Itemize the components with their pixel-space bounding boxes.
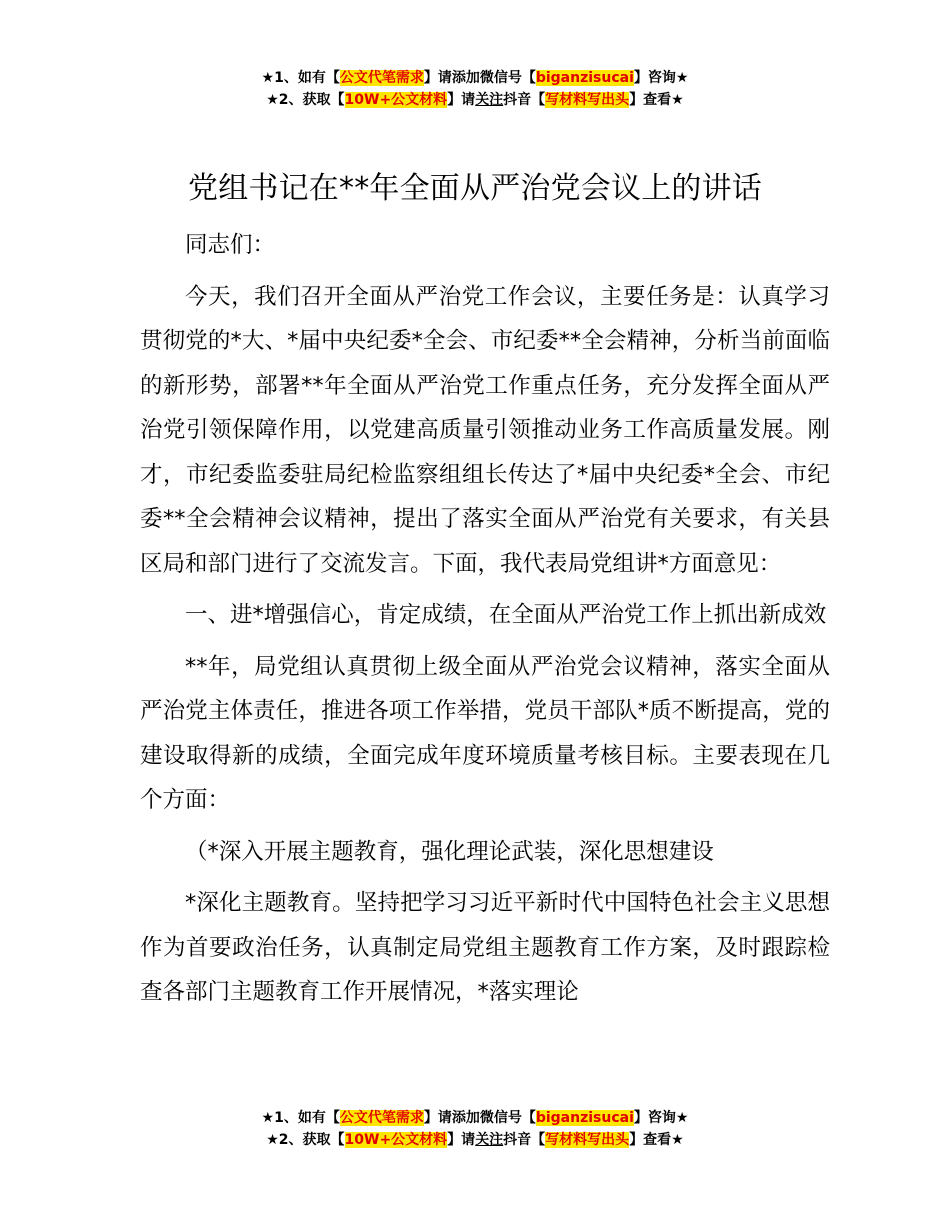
paragraph: 今天，我们召开全面从严治党工作会议，主要任务是：认真学习贯彻党的*大、*届中央纪委*全会、市纪委**全会精神，分析当前面临的新形势，部署**年全面从严治党工作重点任务，充分发挥全面从严治党引领保障作用，以党建高质量引领推动业务工作高质量发展。刚才，市纪委监委驻局纪检监察组组长传达了*届中央纪委*全会、市纪委**全会精神会议精神，提出了落实全面从严治党有关要求，有关县区局和部门进行了交流发言。下面，我代表局党组讲*方面意见：	[140, 283, 830, 577]
banner-line-1	[0, 67, 950, 89]
banner-text: ★1、如有【	[261, 1110, 340, 1126]
paragraph: *深化主题教育。坚持把学习习近平新时代中国特色社会主义思想作为首要政治任务，认真制定局党组主题教育工作方案，及时跟踪检查各部门主题教育工作开展情况，*落实理论	[140, 890, 830, 1005]
banner-line-2	[0, 89, 950, 111]
sub-heading: （*深入开展主题教育，强化理论武装，深化思想建设	[185, 838, 714, 865]
banner-underlined-text: 关注	[475, 1132, 504, 1148]
banner-highlight: 公文代笔需求	[339, 70, 424, 86]
banner-text: ★1、如有【	[261, 70, 340, 86]
banner-highlight: 写材料写出头	[545, 1132, 630, 1148]
paragraph: **年，局党组认真贯彻上级全面从严治党会议精神，落实全面从严治党主体责任，推进各项工作举措，党员干部队*质不断提高，党的建设取得新的成绩，全面完成年度环境质量考核目标。主要表现在几个方面：	[140, 653, 830, 813]
banner-highlight: 公文代笔需求	[339, 1110, 424, 1126]
header-banner	[0, 67, 950, 111]
banner-text: 】请	[447, 1132, 476, 1148]
footer-banner	[0, 1107, 950, 1151]
banner-text: 】咨询★	[633, 70, 689, 86]
banner-line-1	[0, 1107, 950, 1129]
banner-highlight-wechat-id: biganzisucai	[535, 70, 634, 86]
document-body	[140, 223, 830, 1022]
banner-text: 】请添加微信号【	[423, 70, 536, 86]
banner-text: ★2、获取【	[266, 1132, 345, 1148]
banner-text: 】查看★	[629, 1132, 684, 1148]
banner-highlight: 10W+公文材料	[344, 92, 448, 108]
banner-text: ★2、获取【	[266, 92, 345, 108]
banner-text: 抖音【	[503, 1132, 546, 1148]
document-title: 党组书记在**年全面从严治党会议上的讲话	[188, 171, 762, 206]
banner-highlight-wechat-id: biganzisucai	[535, 1110, 634, 1126]
banner-highlight: 写材料写出头	[545, 92, 630, 108]
salutation: 同志们：	[185, 232, 276, 258]
banner-text: 】咨询★	[633, 1110, 689, 1126]
banner-line-2	[0, 1129, 950, 1151]
section-heading: 一、进*增强信心，肯定成绩，在全面从严治党工作上抓出新成效	[185, 602, 827, 628]
banner-text: 】查看★	[629, 92, 684, 108]
banner-highlight: 10W+公文材料	[344, 1132, 448, 1148]
banner-text: 】请添加微信号【	[423, 1110, 536, 1126]
banner-underlined-text: 关注	[475, 92, 504, 108]
banner-text: 】请	[447, 92, 476, 108]
banner-text: 抖音【	[503, 92, 546, 108]
